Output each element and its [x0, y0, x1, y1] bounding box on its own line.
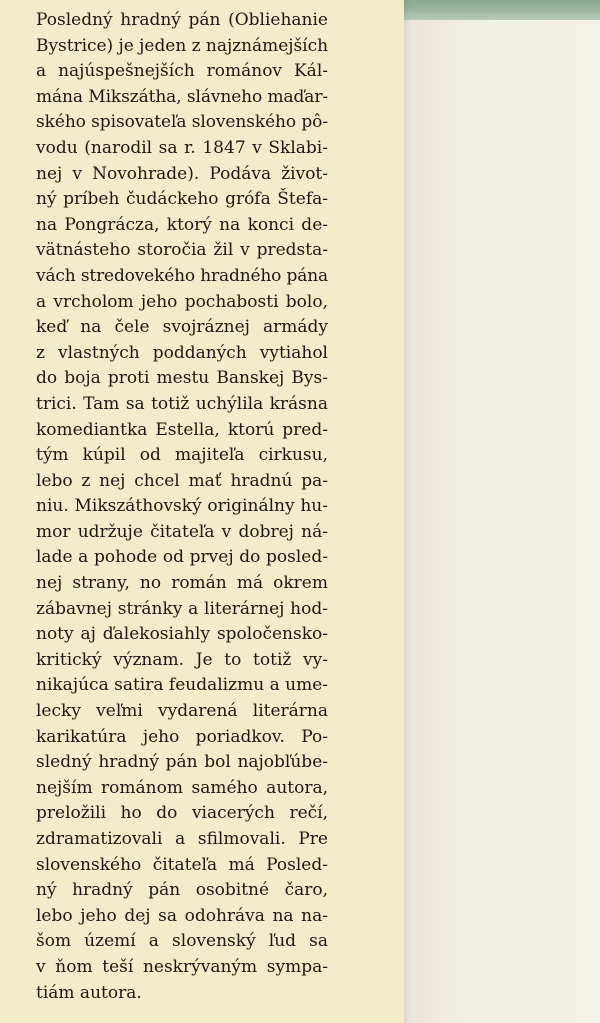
blurb-line: mána Mikszátha, slávneho maďar-	[36, 86, 328, 107]
blurb-line: preložili ho do viacerých rečí,	[36, 803, 328, 824]
blurb-line: karikatúra jeho poriadkov. Po-	[36, 726, 328, 747]
blurb-line: zdramatizovali a sfilmovali. Pre	[36, 829, 328, 849]
blurb-line: nejším románom samého autora,	[36, 777, 328, 798]
blurb-line: slovenského čitateľa má Posled-	[36, 854, 328, 875]
blurb-line: kritický význam. Je to totiž vy-	[36, 649, 328, 670]
blurb-line: šom území a slovenský ľud sa	[36, 931, 328, 952]
inner-page-edge	[404, 0, 600, 1023]
blurb-line: ný hradný pán osobitné čaro,	[36, 880, 328, 901]
blurb-line: vách stredovekého hradného pána	[36, 265, 328, 286]
blurb-line: vodu (narodil sa r. 1847 v Sklabi-	[36, 137, 328, 158]
blurb-line: tiám autora.	[36, 982, 142, 1003]
blurb-line: z vlastných poddaných vytiahol	[36, 342, 328, 363]
blurb-line: ný príbeh čudáckeho grófa Štefa-	[36, 189, 328, 210]
blurb-line: v ňom teší neskrývaným sympa-	[36, 956, 328, 977]
blurb-line: komediantka Estella, ktorú pred-	[36, 419, 328, 440]
blurb-line: na Pongrácza, ktorý na konci de-	[36, 214, 328, 235]
blurb-line: vätnásteho storočia žil v predsta-	[36, 240, 328, 261]
blurb-line: lebo jeho dej sa odohráva na na-	[36, 905, 328, 926]
blurb-line: lebo z nej chcel mať hradnú pa-	[36, 470, 328, 491]
cover-green-band	[404, 0, 600, 20]
blurb-line: a najúspešnejších románov Kál-	[36, 61, 328, 82]
blurb-line: keď na čele svojráznej armády	[36, 317, 328, 338]
blurb-line: noty aj ďalekosiahly spoločensko-	[36, 624, 328, 645]
blurb-line: ského spisovateľa slovenského pô-	[36, 112, 328, 133]
blurb-line: nej v Novohrade). Podáva život-	[36, 163, 328, 184]
blurb-line: lade a pohode od prvej do posled-	[36, 547, 328, 568]
blurb-line: a vrcholom jeho pochabosti bolo,	[36, 291, 328, 312]
blurb-line: sledný hradný pán bol najobľúbe-	[36, 752, 328, 773]
blurb-line: do boja proti mestu Banskej Bys-	[36, 368, 328, 389]
blurb-line: zábavnej stránky a literárnej hod-	[36, 598, 328, 619]
blurb-line: nikajúca satira feudalizmu a ume-	[36, 675, 328, 696]
blurb-line: tým kúpil od majiteľa cirkusu,	[36, 445, 328, 466]
blurb-line: Bystrice) je jeden z najznámejších	[36, 35, 328, 56]
blurb-line: trici. Tam sa totiž uchýlila krásna	[36, 393, 328, 414]
book-blurb	[36, 8, 328, 1006]
blurb-line: Posledný hradný pán (Obliehanie	[36, 10, 328, 30]
blurb-line: niu. Mikszáthovský originálny hu-	[36, 496, 328, 517]
blurb-line: lecky veľmi vydarená literárna	[36, 701, 328, 722]
blurb-line: nej strany, no román má okrem	[36, 573, 328, 594]
blurb-line: mor udržuje čitateľa v dobrej ná-	[36, 521, 328, 542]
